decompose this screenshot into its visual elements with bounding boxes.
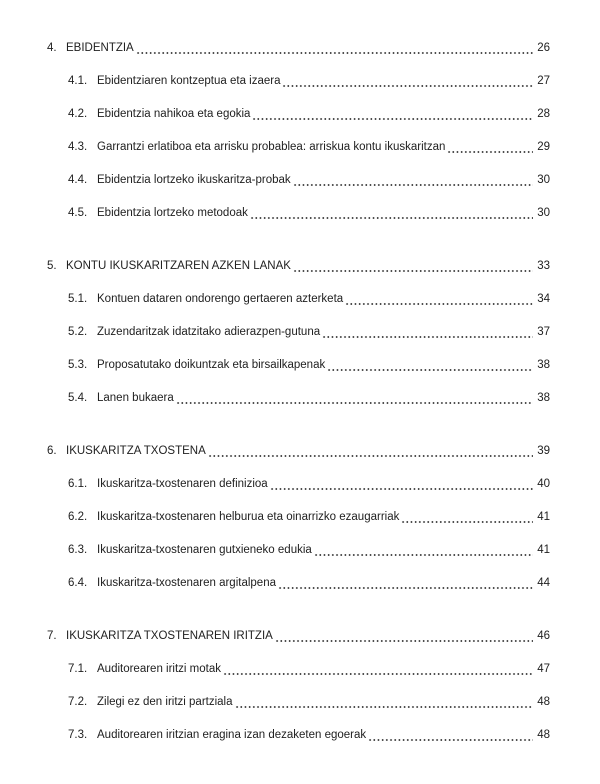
- toc-entry-title: Zuzendaritzak idatzitako adierazpen-gutuna: [97, 326, 321, 338]
- dot-leader: [314, 534, 533, 567]
- toc-section-number: 4.: [47, 42, 57, 54]
- toc-entry[interactable]: [47, 197, 550, 230]
- toc-page-number: 30: [537, 207, 550, 219]
- toc-page-number: 41: [537, 544, 550, 556]
- toc-entry[interactable]: [47, 283, 550, 316]
- toc-entry[interactable]: [47, 164, 550, 197]
- toc-page-number: 39: [537, 445, 550, 457]
- toc-entry[interactable]: [47, 567, 550, 600]
- toc-section-heading[interactable]: [47, 250, 550, 283]
- dot-leader: [282, 65, 533, 98]
- dot-leader: [252, 98, 533, 131]
- toc-section-title: IKUSKARITZA TXOSTENA: [66, 445, 206, 457]
- toc-section-number: 7.: [47, 630, 57, 642]
- dot-leader: [368, 719, 533, 752]
- toc-section-title: IKUSKARITZA TXOSTENAREN IRITZIA: [66, 630, 273, 642]
- toc-page-number: 30: [537, 174, 550, 186]
- toc-page-number: 40: [537, 478, 550, 490]
- dot-leader: [327, 349, 533, 382]
- toc-section: [47, 250, 550, 415]
- toc-section: [47, 435, 550, 600]
- toc-entry[interactable]: [47, 719, 550, 752]
- toc-entry-number: 4.4.: [68, 174, 88, 186]
- toc-page-number: 44: [537, 577, 550, 589]
- toc-entry[interactable]: [47, 316, 550, 349]
- toc-section-heading[interactable]: [47, 620, 550, 653]
- toc-entry-number: 6.3.: [68, 544, 88, 556]
- toc-entry[interactable]: [47, 501, 550, 534]
- toc-entry-title: Ikuskaritza-txostenaren definizioa: [97, 478, 268, 490]
- dot-leader: [322, 316, 533, 349]
- toc-entry-title: Kontuen dataren ondorengo gertaeren azterketa: [97, 293, 344, 305]
- toc-page-number: 28: [537, 108, 550, 120]
- dot-leader: [278, 567, 533, 600]
- toc-page-number: 37: [537, 326, 550, 338]
- toc-entry[interactable]: [47, 382, 550, 415]
- dot-leader: [136, 32, 533, 65]
- toc-entry[interactable]: [47, 65, 550, 98]
- toc-page-number: 29: [537, 141, 550, 153]
- toc-section-number: 5.: [47, 260, 57, 272]
- toc-entry-number: 7.1.: [68, 663, 88, 675]
- toc-entry-number: 4.3.: [68, 141, 88, 153]
- toc-entry-number: 6.4.: [68, 577, 88, 589]
- toc-entry-number: 7.2.: [68, 696, 88, 708]
- toc-entry-number: 6.2.: [68, 511, 88, 523]
- toc-entry-number: 5.1.: [68, 293, 88, 305]
- toc-entry-number: 4.5.: [68, 207, 88, 219]
- toc-entry-title: Ebidentzia lortzeko ikuskaritza-probak: [97, 174, 291, 186]
- dot-leader: [345, 283, 533, 316]
- dot-leader: [208, 435, 533, 468]
- toc-page-number: 48: [537, 696, 550, 708]
- toc-entry-number: 5.4.: [68, 392, 88, 404]
- toc-entry-title: Garrantzi erlatiboa eta arrisku probablea: arriskua kontu ikuskaritzan: [97, 141, 446, 153]
- toc-entry-title: Proposatutako doikuntzak eta birsailkapenak: [97, 359, 326, 371]
- toc-entry-title: Ebidentzia lortzeko metodoak: [97, 207, 248, 219]
- toc-entry[interactable]: [47, 349, 550, 382]
- toc-entry-number: 6.1.: [68, 478, 88, 490]
- toc-entry[interactable]: [47, 534, 550, 567]
- toc-page-number: 26: [537, 42, 550, 54]
- toc-section-heading[interactable]: [47, 32, 550, 65]
- dot-leader: [275, 620, 533, 653]
- toc-entry-number: 4.1.: [68, 75, 88, 87]
- dot-leader: [447, 131, 533, 164]
- dot-leader: [223, 653, 533, 686]
- toc-entry-title: Auditorearen iritzian eragina izan dezaketen egoerak: [97, 729, 367, 741]
- toc-entry-title: Ikuskaritza-txostenaren gutxieneko edukia: [97, 544, 312, 556]
- toc-entry-title: Ikuskaritza-txostenaren helburua eta oinarrizko ezaugarriak: [97, 511, 400, 523]
- toc-entry-title: Zilegi ez den iritzi partziala: [97, 696, 233, 708]
- toc-entry[interactable]: [47, 686, 550, 719]
- dot-leader: [293, 250, 533, 283]
- toc-page-number: 48: [537, 729, 550, 741]
- toc-entry-title: Ebidentziaren kontzeptua eta izaera: [97, 75, 281, 87]
- toc-entry-title: Auditorearen iritzi motak: [97, 663, 221, 675]
- toc-page-number: 33: [537, 260, 550, 272]
- toc-section-heading[interactable]: [47, 435, 550, 468]
- toc-entry-title: Ebidentzia nahikoa eta egokia: [97, 108, 251, 120]
- toc-page-number: 41: [537, 511, 550, 523]
- dot-leader: [176, 382, 533, 415]
- dot-leader: [293, 164, 533, 197]
- toc-page-number: 46: [537, 630, 550, 642]
- toc-entry[interactable]: [47, 98, 550, 131]
- dot-leader: [250, 197, 533, 230]
- toc-page-number: 38: [537, 392, 550, 404]
- toc-section-title: KONTU IKUSKARITZAREN AZKEN LANAK: [66, 260, 291, 272]
- toc-entry-number: 5.3.: [68, 359, 88, 371]
- toc-page-number: 27: [537, 75, 550, 87]
- toc-entry-title: Lanen bukaera: [97, 392, 174, 404]
- dot-leader: [235, 686, 533, 719]
- toc-page-number: 38: [537, 359, 550, 371]
- toc-entry[interactable]: [47, 131, 550, 164]
- toc-section-number: 6.: [47, 445, 57, 457]
- dot-leader: [401, 501, 533, 534]
- dot-leader: [270, 468, 533, 501]
- toc-section: [47, 32, 550, 230]
- toc-entry[interactable]: [47, 653, 550, 686]
- toc-section-title: EBIDENTZIA: [66, 42, 134, 54]
- toc-entry-number: 7.3.: [68, 729, 88, 741]
- toc-entry-number: 4.2.: [68, 108, 88, 120]
- toc-page-number: 34: [537, 293, 550, 305]
- toc-entry[interactable]: [47, 468, 550, 501]
- toc-entry-title: Ikuskaritza-txostenaren argitalpena: [97, 577, 276, 589]
- toc-entry-number: 5.2.: [68, 326, 88, 338]
- toc-section: [47, 620, 550, 752]
- toc-page-number: 47: [537, 663, 550, 675]
